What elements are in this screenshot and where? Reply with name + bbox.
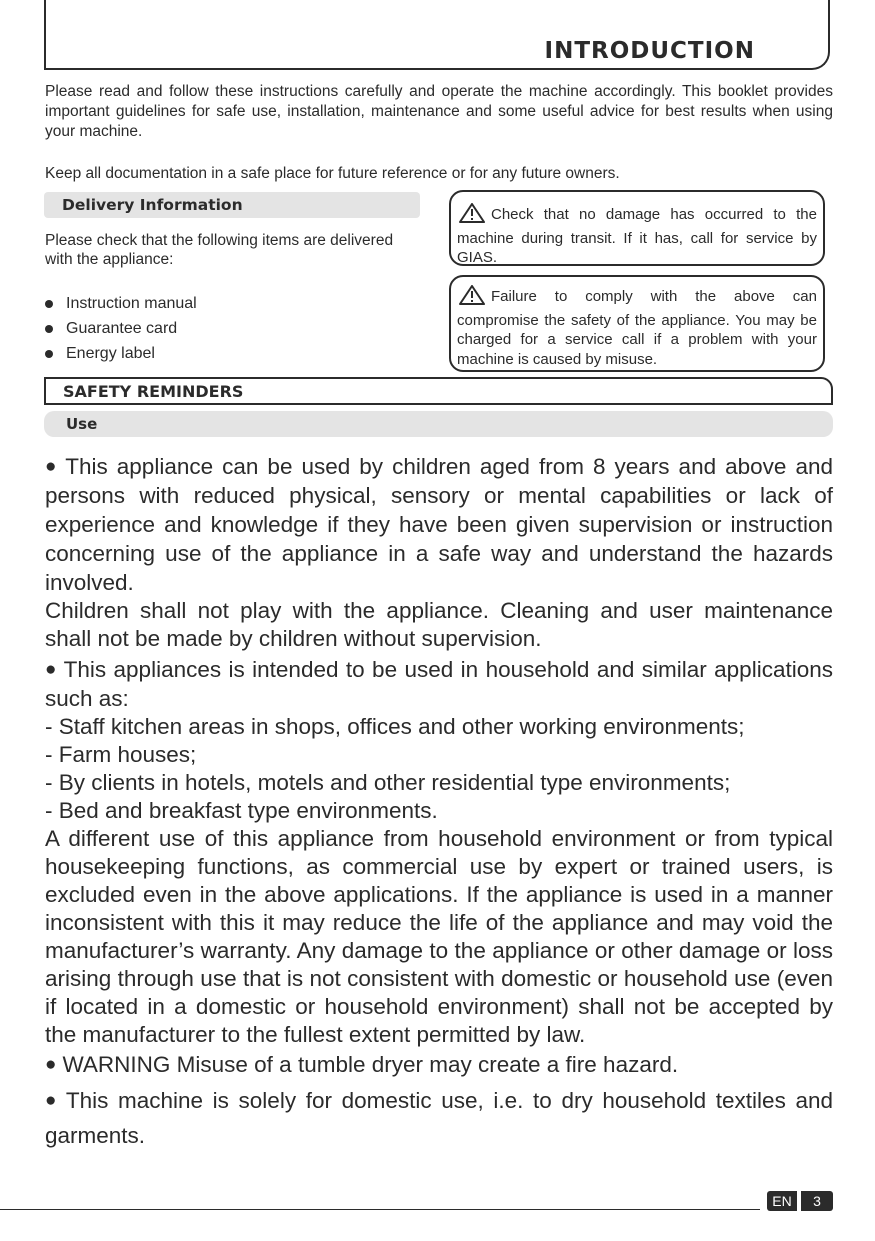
warning-triangle-icon: [459, 203, 485, 229]
language-badge: EN: [767, 1191, 797, 1211]
list-item: - Staff kitchen areas in shops, offices and other working environments;: [45, 714, 745, 739]
page-title: INTRODUCTION: [544, 38, 755, 64]
safety-paragraph-children: ● This appliance can be used by children aged from 8 years and above and persons with reduced physical, sensory or mental capabilities or lack of experience and knowledge if they have been given supervision or instruction concerning use of the appliance in a safe way and understand the hazards involved.: [45, 452, 833, 597]
safety-paragraph-play: Children shall not play with the appliance. Cleaning and user maintenance shall not be made by children without supervision.: [45, 598, 833, 651]
intro-paragraph-2: Keep all documentation in a safe place for future reference or for any future owners.: [45, 165, 620, 182]
delivery-heading: Delivery Information: [62, 196, 243, 214]
delivery-text: Please check that the following items are delivered with the appliance:: [45, 232, 394, 268]
intro-paragraph-1: Please read and follow these instructions carefully and operate the machine accordingly. This booklet provides important guidelines for safe use, installation, maintenance and some useful advice for best results when using your machine.: [45, 83, 833, 140]
list-item: Guarantee card: [45, 318, 197, 343]
page-number: 3: [801, 1191, 833, 1211]
transit-warning-text: Check that no damage has occurred to the machine during transit. If it has, call for service by GIAS.: [457, 206, 817, 266]
bullet-icon: [45, 300, 53, 308]
safety-heading-frame: [44, 377, 833, 405]
delivery-heading-bar: [44, 192, 420, 218]
misuse-warning-text: Failure to comply with the above can compromise the safety of the appliance. You may be charged for a service call if a problem with your machine is caused by misuse.: [457, 288, 817, 368]
delivery-items-list: [45, 293, 197, 368]
transit-warning-box: [449, 190, 825, 266]
safety-body: [45, 452, 833, 1153]
list-item: Energy label: [45, 343, 197, 368]
warning-triangle-icon: [459, 285, 485, 311]
misuse-warning-box: [449, 275, 825, 372]
bullet-icon: [45, 350, 53, 358]
safety-paragraph-household: ● This appliances is intended to be used in household and similar applications such as:: [45, 655, 833, 713]
safety-paragraph-warranty: A different use of this appliance from household environment or from typical housekeeping functions, as commercial use by expert or trained users, is excluded even in the above applications. If the appliance is used in a manner inconsistent with this it may reduce the life of the appliance and may void the manufacturer’s warranty. Any damage to the appliance or other damage or loss arising through use that is not consistent with domestic or household use (even if located in a domestic or household environment) shall not be accepted by the manufacturer to the fullest extent permitted by law.: [45, 826, 833, 1047]
list-item: - By clients in hotels, motels and other residential type environments;: [45, 770, 731, 795]
safety-heading: SAFETY REMINDERS: [63, 382, 244, 401]
bullet-icon: [45, 325, 53, 333]
safety-paragraph-fire-warning: ● WARNING Misuse of a tumble dryer may create a fire hazard.: [45, 1051, 833, 1079]
footer-divider: [0, 1209, 760, 1210]
list-item: - Bed and breakfast type environments.: [45, 798, 438, 823]
safety-paragraph-domestic-use: ● This machine is solely for domestic use, i.e. to dry household textiles and garments.: [45, 1083, 833, 1153]
list-item: - Farm houses;: [45, 742, 197, 767]
use-heading: Use: [66, 415, 98, 433]
list-item: Instruction manual: [45, 293, 197, 318]
use-heading-bar: [44, 411, 833, 437]
